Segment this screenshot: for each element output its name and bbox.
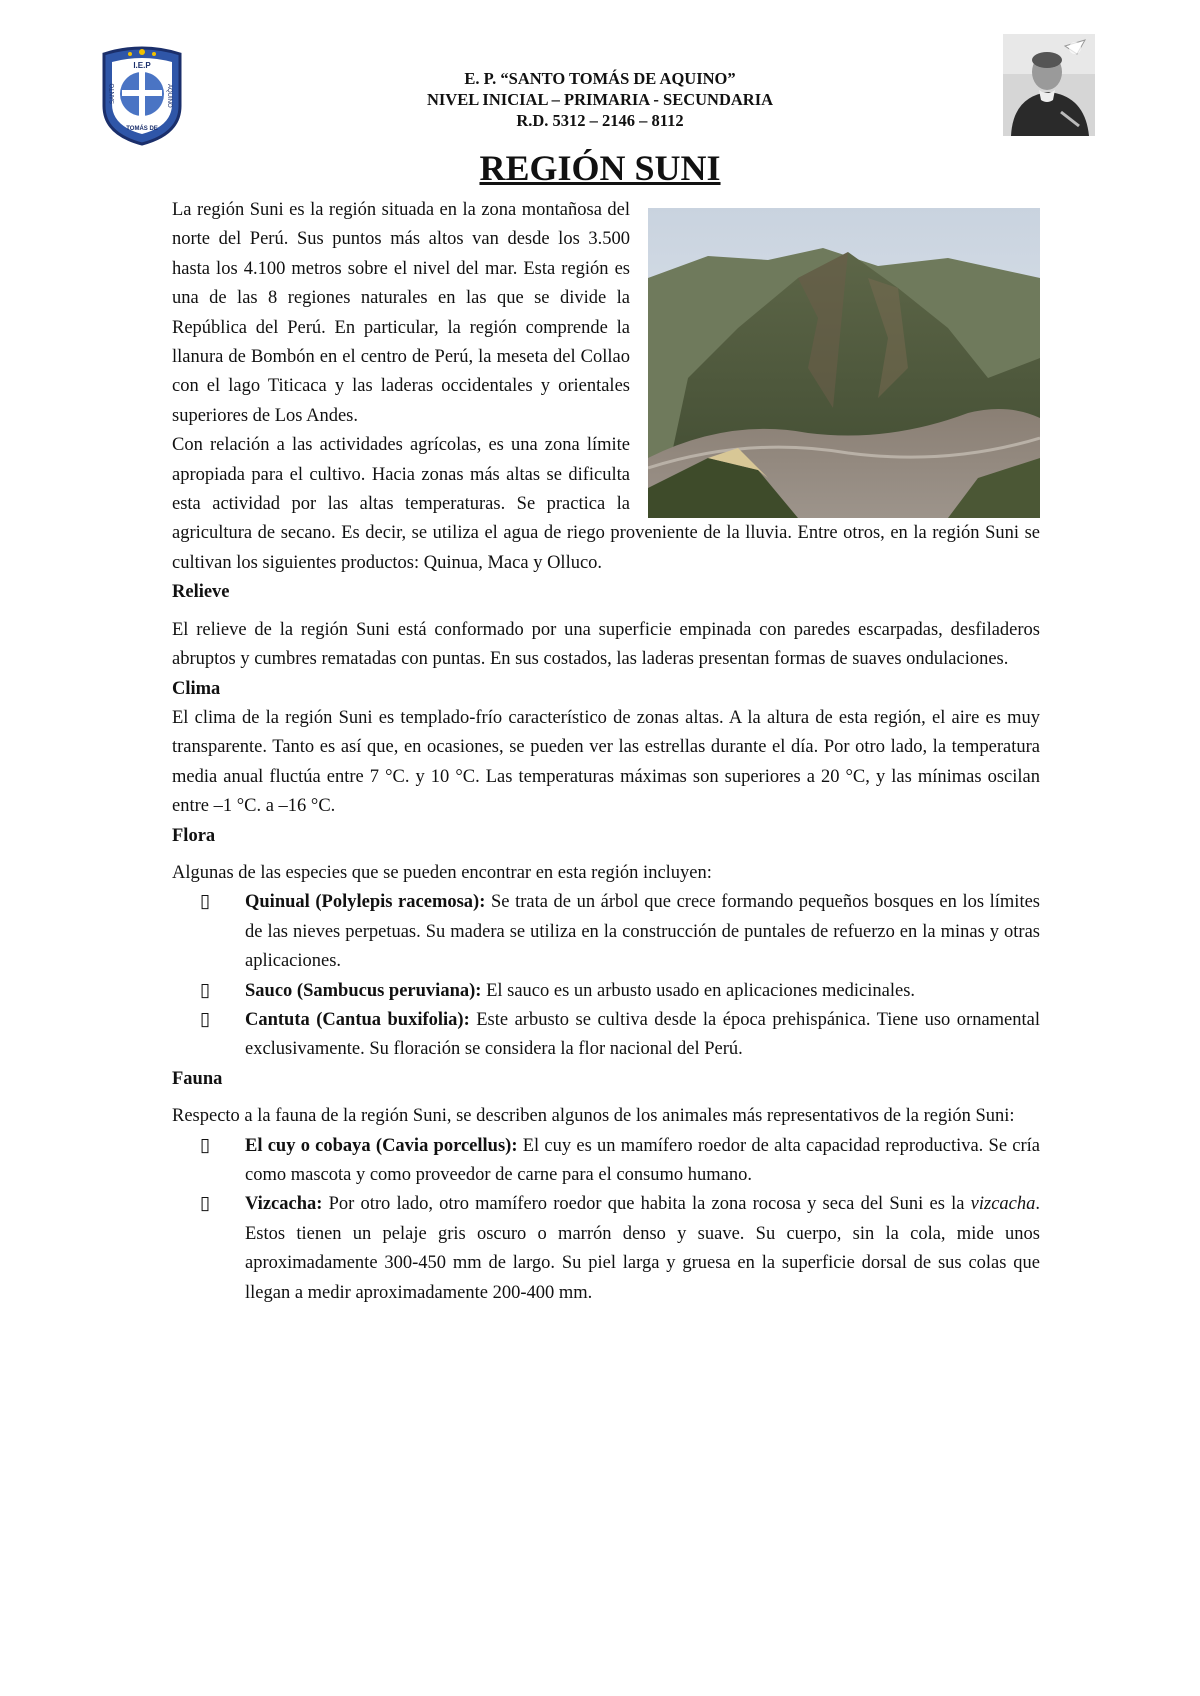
school-name: E. P. “SANTO TOMÁS DE AQUINO”	[464, 69, 736, 88]
bullet-icon: ▯	[200, 1009, 211, 1030]
list-item	[172, 977, 1040, 1006]
list-item	[172, 1132, 1040, 1191]
animal-italic-name: vizcacha	[970, 1194, 1036, 1215]
list-item	[172, 888, 1040, 976]
list-item	[172, 1006, 1040, 1065]
flora-intro: Algunas de las especies que se pueden encontrar en esta región incluyen:	[172, 862, 712, 883]
fauna-list	[172, 1132, 1040, 1308]
animal-name: El cuy o cobaya (Cavia porcellus):	[245, 1135, 518, 1156]
logo-text-bottom: TOMÁS DE	[126, 126, 158, 132]
clima-heading: Clima	[172, 678, 221, 699]
mountain-valley-photo	[648, 208, 1040, 518]
clima-paragraph: El clima de la región Suni es templado-frío característico de zonas altas. A la altura de esta región, el aire es muy transparente. Tanto es así que, en ocasiones, se pueden ver las estrellas durante el día. Por otro lado, la temperatura media anual fluctúa entre 7 °C. y 10 °C. Las temperaturas máximas son superiores a 20 °C, y las mínimas oscilan entre –1 °C. a –16 °C.	[172, 707, 1040, 817]
species-name: Sauco (Sambucus peruviana):	[245, 980, 482, 1001]
fauna-heading: Fauna	[172, 1068, 223, 1089]
species-name: Quinual (Polylepis racemosa):	[245, 892, 486, 913]
intro-paragraph-2: Con relación a las actividades agrícolas, es una zona límite apropiada para el cultivo. Hacia zonas más altas se dificulta esta actividad por las altas temperaturas. Se practica la agricultura de secano. Es decir, se utiliza el agua de riego proveniente de la lluvia. Entre otros, en la región Suni se cultivan los siguientes productos: Quinua, Maca y Olluco.	[172, 435, 1040, 573]
logo-text-top: I.E.P	[133, 61, 151, 70]
species-description: Este arbusto se cultiva desde la época prehispánica. Tiene uso ornamental exclusivamente. Su floración se considera la flor nacional del Perú.	[245, 1009, 1041, 1060]
bullet-icon: ▯	[200, 1135, 211, 1156]
animal-description-start: Por otro lado, otro mamífero roedor que habita la zona rocosa y seca del Suni es la	[322, 1194, 971, 1215]
fauna-intro: Respecto a la fauna de la región Suni, se describen algunos de los animales más representativos de la región Suni:	[172, 1106, 1015, 1127]
document-body	[172, 196, 1040, 1308]
species-name: Cantuta (Cantua buxifolia):	[245, 1009, 470, 1030]
saint-portrait	[1003, 34, 1095, 136]
bullet-icon: ▯	[200, 892, 211, 913]
logo-text-left: SANTO	[110, 83, 116, 104]
bullet-icon: ▯	[200, 1194, 211, 1215]
species-description: Se trata de un árbol que crece formando pequeños bosques en los límites de las nieves perpetuas. Su madera se utiliza en la construcción de puntales de refuerzo en la minas y otras aplicaciones.	[245, 892, 1040, 972]
flora-list	[172, 888, 1040, 1064]
school-header	[300, 68, 900, 131]
bullet-icon: ▯	[200, 980, 211, 1001]
school-levels: NIVEL INICIAL – PRIMARIA - SECUNDARIA	[426, 90, 774, 109]
animal-description-end: . Estos tienen un pelaje gris oscuro o marrón denso y suave. Su cuerpo, sin la cola, mide unos aproximadamente 300-450 mm de largo. Su piel larga y gruesa en la superficie dorsal de sus colas que llegan a medir aproximadamente 200-400 mm.	[245, 1194, 1040, 1303]
relieve-heading: Relieve	[172, 582, 230, 603]
school-logo	[100, 44, 184, 146]
list-item	[172, 1190, 1040, 1308]
school-resolution: R.D. 5312 – 2146 – 8112	[516, 111, 684, 130]
document-title: REGIÓN SUNI	[479, 148, 721, 188]
relieve-paragraph: El relieve de la región Suni está conformado por una superficie empinada con paredes escarpadas, desfiladeros abruptos y cumbres rematadas con puntas. En sus costados, las laderas presentan formas de suaves ondulaciones.	[172, 619, 1040, 670]
species-description: El sauco es un arbusto usado en aplicaciones medicinales.	[481, 980, 916, 1001]
logo-text-right: AQUINO	[166, 84, 172, 108]
intro-paragraph-1: La región Suni es la región situada en la zona montañosa del norte del Perú. Sus puntos más altos van desde los 3.500 hasta los 4.100 metros sobre el nivel del mar. Esta región es una de las 8 regiones naturales en las que se divide la República del Perú. En particular, la región comprende la llanura de Bombón en el centro de Perú, la meseta del Collao con el lago Titicaca y las laderas occidentales y orientales superiores de Los Andes.	[172, 200, 630, 426]
animal-description: El cuy es un mamífero roedor de alta capacidad reproductiva. Se cría como mascota y como proveedor de carne para el consumo humano.	[245, 1135, 1041, 1185]
flora-heading: Flora	[172, 825, 216, 846]
animal-name: Vizcacha:	[245, 1194, 323, 1215]
